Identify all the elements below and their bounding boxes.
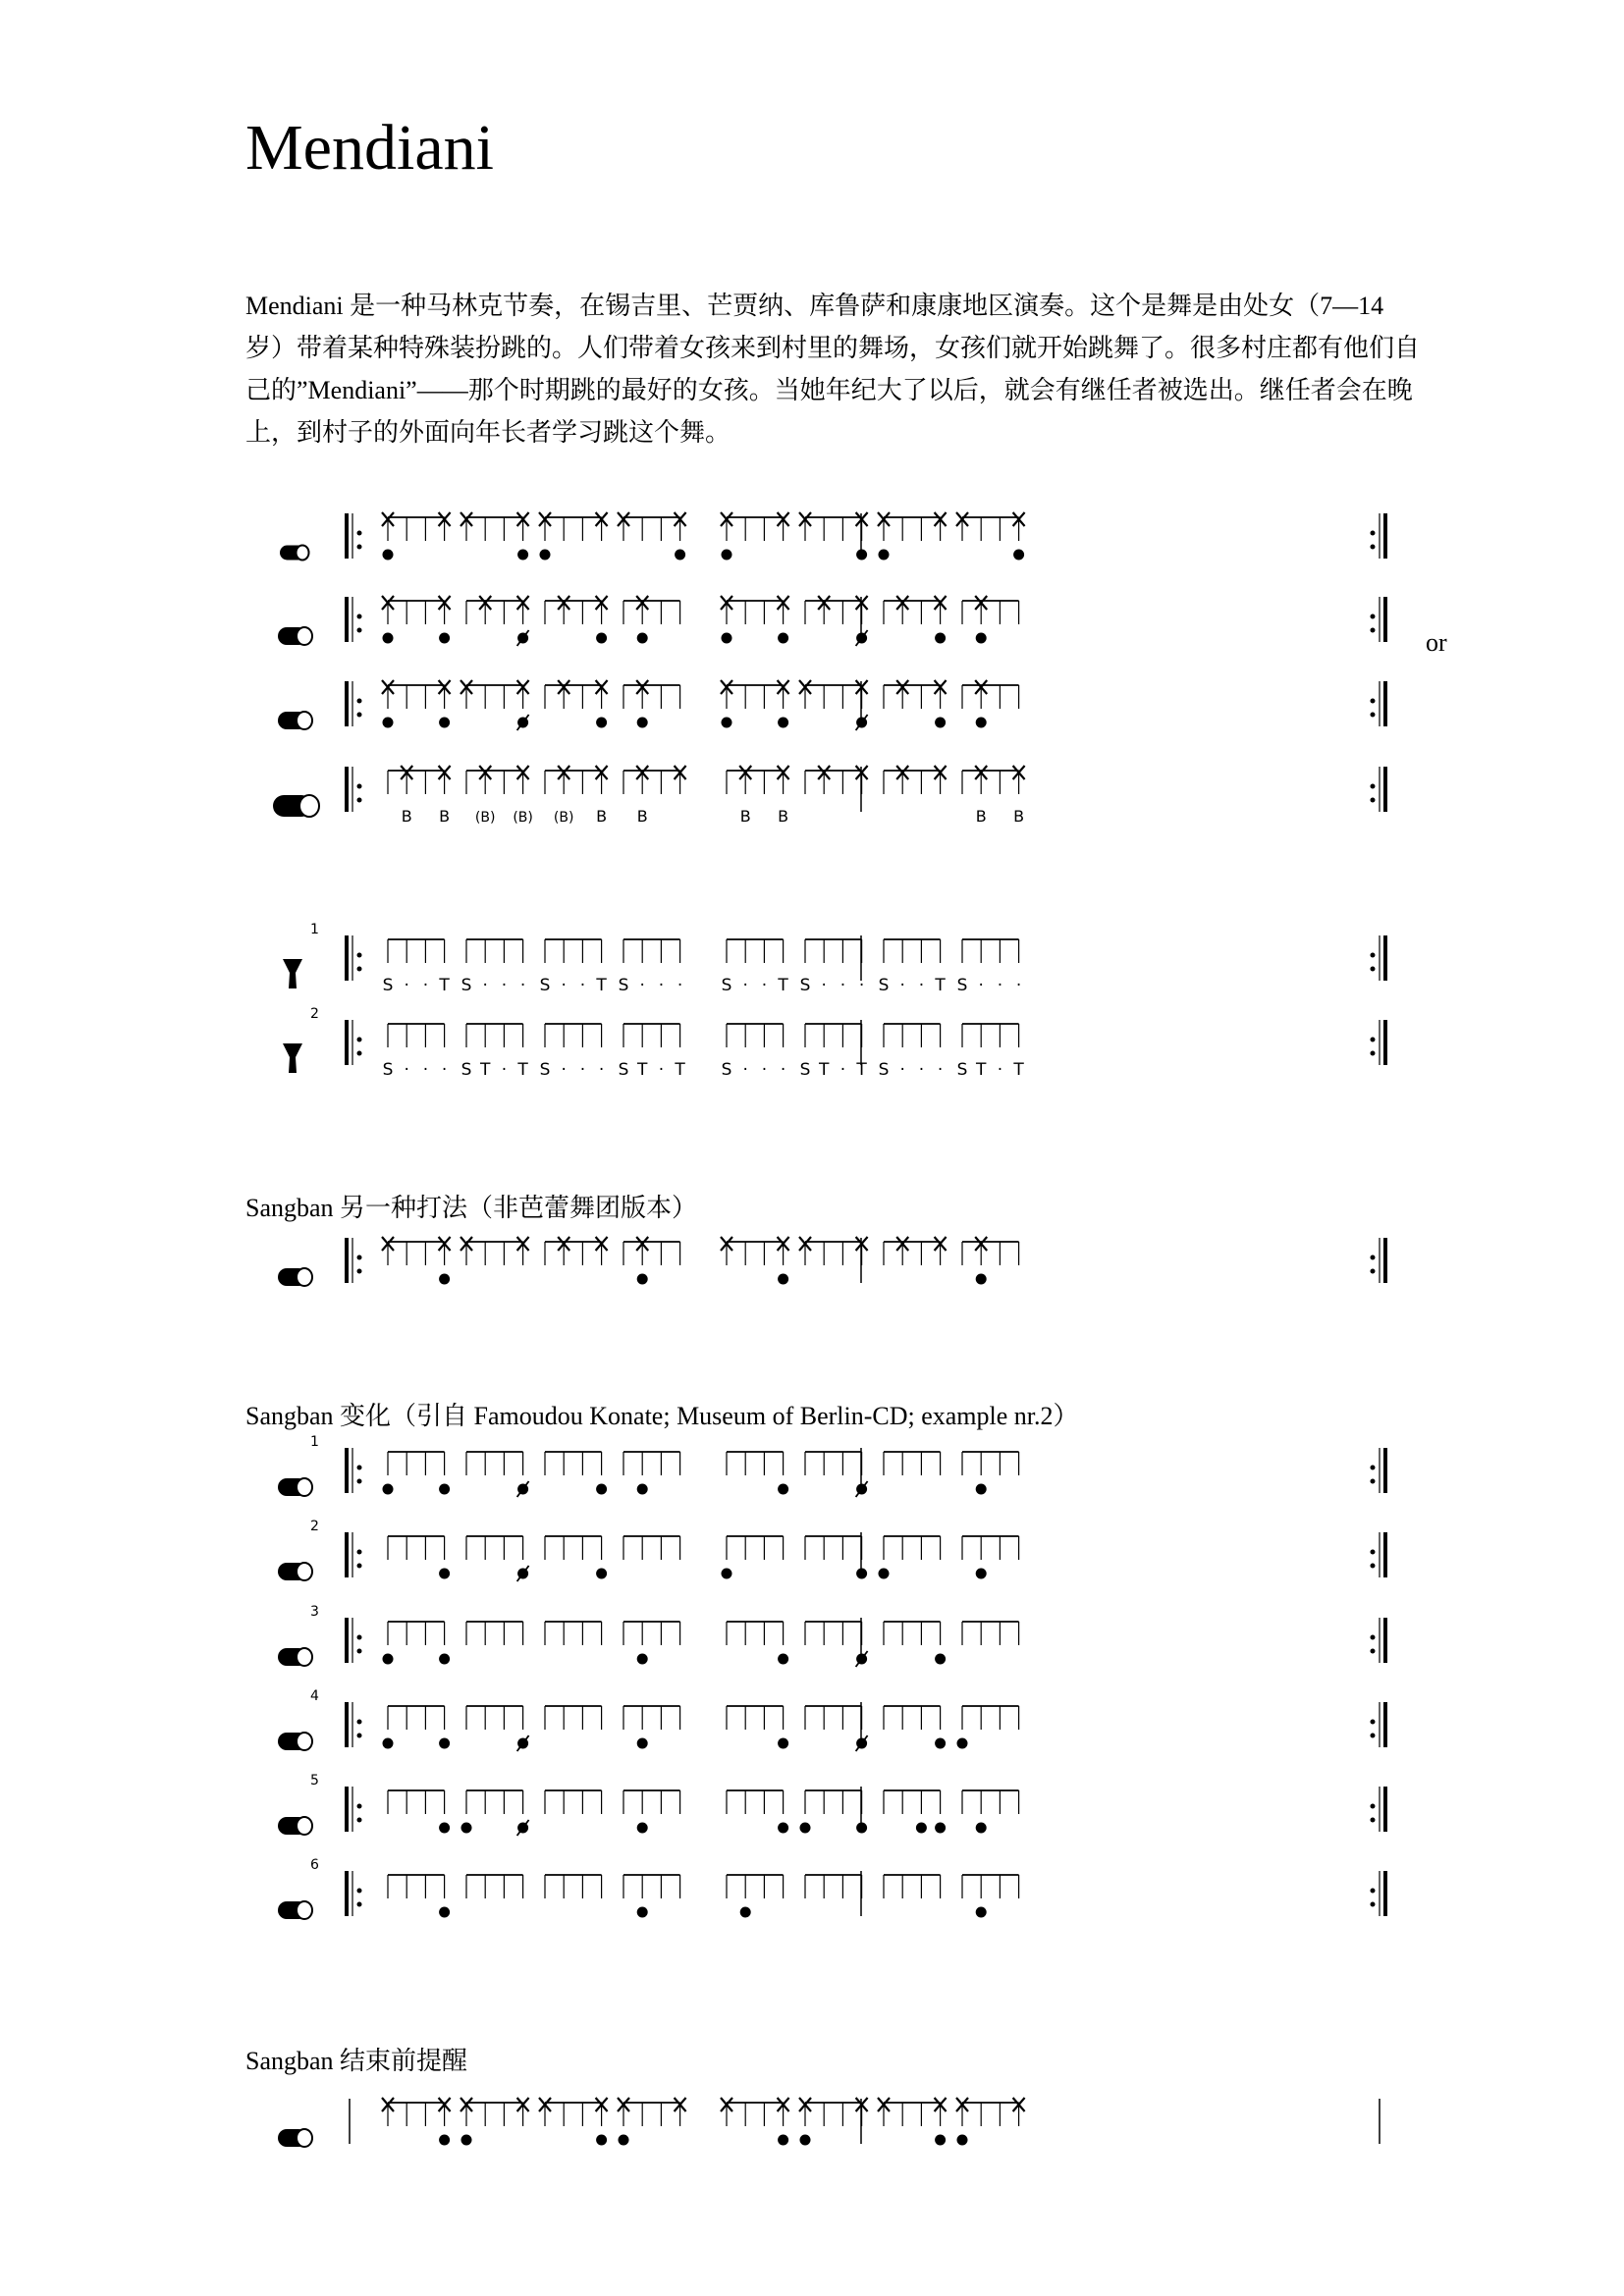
stroke-letter: S [618,976,629,995]
drumhead-icon [297,1478,312,1496]
repeat-dot [1371,1902,1376,1907]
repeat-end-bar [1383,767,1387,812]
open-stroke [856,1823,867,1834]
stroke-letter: B [596,807,608,826]
repeat-end-bar [1383,1618,1387,1663]
page-title: Mendiani [245,112,494,184]
repeat-start-bar [345,1238,349,1283]
repeat-dot [1371,1051,1376,1056]
stroke-letter: T [935,976,946,995]
open-stroke [916,1823,927,1834]
open-stroke [935,1654,946,1665]
repeat-dot [357,1466,362,1470]
stroke-letter: S [878,1060,890,1080]
stroke-letter: · [422,1060,429,1080]
open-stroke [935,633,946,644]
repeat-dot [1371,1550,1376,1555]
repeat-dot [1371,1038,1376,1042]
open-stroke [856,1569,867,1579]
stroke-letter: · [658,1060,665,1080]
stroke-letter: B [439,807,451,826]
stroke-letter: · [579,976,586,995]
open-stroke [976,1907,987,1918]
repeat-dot [1371,545,1376,550]
repeat-dot [357,699,362,704]
repeat-end-bar [1383,1702,1387,1747]
repeat-end-bar [1383,1448,1387,1493]
staff-number: 1 [310,922,319,937]
repeat-dot [1371,967,1376,972]
staff-number: 5 [310,1773,319,1789]
open-stroke [722,1569,732,1579]
stroke-letter: T [596,976,607,995]
djembe-icon [283,1043,302,1073]
stroke-letter: T [976,1060,987,1080]
stroke-letter: · [561,976,567,995]
stroke-letter: T [439,976,450,995]
repeat-dot [357,784,362,789]
stroke-letter: S [382,976,394,995]
section-heading-sangban-ending: Sangban 结束前提醒 [245,2047,468,2075]
stroke-letter: T [517,1060,528,1080]
stroke-letter: · [780,1060,786,1080]
repeat-end-bar [1383,1020,1387,1065]
drumhead-icon [297,1648,312,1666]
stroke-letter: · [677,976,683,995]
repeat-dot [357,1734,362,1738]
djembe-icon [283,959,302,988]
staff-number: 3 [310,1604,319,1620]
stroke-letter: · [501,1060,508,1080]
open-stroke [596,2135,607,2146]
drumhead-icon [297,546,309,561]
open-stroke [596,1484,607,1495]
repeat-dot [1371,1818,1376,1823]
stroke-letter: S [956,1060,968,1080]
repeat-dot [357,798,362,803]
repeat-dot [1371,1269,1376,1274]
stroke-letter: (B) [474,810,496,826]
drumhead-icon [297,1733,312,1750]
repeat-start-bar [345,1448,349,1493]
stroke-letter: S [799,976,811,995]
stroke-letter: (B) [513,810,533,826]
open-stroke [596,633,607,644]
open-stroke [439,1907,450,1918]
or-label: or [1426,628,1447,657]
stroke-letter: · [918,976,925,995]
repeat-start-bar [345,767,349,812]
repeat-dot [357,628,362,633]
repeat-dot [357,1051,362,1056]
repeat-end-bar [1383,1238,1387,1283]
drumhead-icon [297,1268,312,1286]
stroke-letter: · [639,976,645,995]
open-stroke [383,1484,394,1495]
stroke-letter: S [956,976,968,995]
open-stroke [439,1569,450,1579]
open-stroke [976,1484,987,1495]
open-stroke [935,718,946,728]
open-stroke [461,1823,472,1834]
stroke-letter: S [799,1060,811,1080]
repeat-start-bar [345,513,349,559]
repeat-dot [1371,1649,1376,1654]
repeat-end-bar [1383,1787,1387,1832]
open-stroke [957,2135,968,2146]
repeat-dot [1371,1720,1376,1725]
drumhead-icon [297,712,312,729]
open-stroke [637,633,648,644]
open-stroke [957,1738,968,1749]
repeat-dot [1371,628,1376,633]
repeat-dot [357,1269,362,1274]
stroke-letter: B [975,807,987,826]
repeat-end-bar [1383,935,1387,981]
open-stroke [778,1654,788,1665]
repeat-end-bar [1383,681,1387,726]
open-stroke [740,1907,751,1918]
open-stroke [439,1274,450,1285]
stroke-letter: S [460,976,472,995]
open-stroke [637,1654,648,1665]
stroke-letter: T [637,1060,648,1080]
repeat-dot [1371,1889,1376,1894]
open-stroke [596,718,607,728]
open-stroke [778,2135,788,2146]
stroke-letter: T [1013,1060,1024,1080]
repeat-dot [357,1635,362,1640]
stroke-letter: · [404,1060,409,1080]
repeat-start-bar [345,1702,349,1747]
repeat-dot [357,1720,362,1725]
open-stroke [800,1823,811,1834]
drumhead-icon [299,795,319,817]
repeat-dot [1371,1466,1376,1470]
staff-number: 2 [310,1519,319,1534]
stroke-letter: · [821,976,827,995]
open-stroke [800,2135,811,2146]
drumhead-icon [297,1563,312,1580]
drumhead-icon [297,1901,312,1919]
repeat-start-bar [345,1618,349,1663]
repeat-dot [357,531,362,536]
open-stroke [619,2135,629,2146]
repeat-start-bar [345,681,349,726]
stroke-letter: · [839,1060,846,1080]
open-stroke [778,1738,788,1749]
stroke-letter: · [561,1060,567,1080]
open-stroke [637,1823,648,1834]
repeat-dot [1371,953,1376,958]
repeat-dot [357,953,362,958]
open-stroke [856,550,867,561]
staff-number: 1 [310,1434,319,1450]
stroke-letter: · [598,1060,605,1080]
open-stroke [976,1274,987,1285]
open-stroke [976,1823,987,1834]
stroke-letter: S [382,1060,394,1080]
repeat-dot [1371,699,1376,704]
open-stroke [517,550,528,561]
stroke-letter: T [675,1060,685,1080]
open-stroke [722,718,732,728]
stroke-letter: S [721,1060,732,1080]
open-stroke [778,1274,788,1285]
stroke-letter: · [742,976,748,995]
open-stroke [1013,550,1024,561]
open-stroke [778,1484,788,1495]
open-stroke [976,718,987,728]
open-stroke [722,550,732,561]
stroke-letter: · [404,976,409,995]
stroke-letter: S [878,976,890,995]
staff-number: 2 [310,1006,319,1022]
open-stroke [935,1823,946,1834]
stroke-letter: T [480,1060,491,1080]
open-stroke [383,1654,394,1665]
open-stroke [675,550,685,561]
repeat-dot [1371,1804,1376,1809]
repeat-dot [357,967,362,972]
open-stroke [637,1907,648,1918]
open-stroke [596,1569,607,1579]
stroke-letter: S [539,976,551,995]
repeat-dot [1371,784,1376,789]
repeat-dot [357,1550,362,1555]
repeat-dot [357,1255,362,1260]
repeat-end-bar [1383,513,1387,559]
stroke-letter: T [778,976,788,995]
repeat-dot [357,1818,362,1823]
repeat-dot [1371,531,1376,536]
repeat-dot [1371,1734,1376,1738]
stroke-letter: · [899,1060,905,1080]
stroke-letter: B [401,807,412,826]
stroke-letter: · [482,976,488,995]
repeat-dot [357,1564,362,1569]
stroke-letter: · [501,976,508,995]
repeat-start-bar [345,1532,349,1577]
stroke-letter: · [761,1060,768,1080]
open-stroke [439,1823,450,1834]
stroke-letter: · [441,1060,448,1080]
stroke-letter: B [636,807,648,826]
stroke-letter: · [519,976,526,995]
staff-number: 4 [310,1688,319,1704]
stroke-letter: B [1013,807,1025,826]
repeat-dot [357,713,362,718]
open-stroke [935,1738,946,1749]
open-stroke [879,550,890,561]
staff-number: 6 [310,1857,319,1873]
repeat-dot [357,1889,362,1894]
stroke-letter: · [579,1060,586,1080]
repeat-dot [357,545,362,550]
open-stroke [383,718,394,728]
repeat-dot [357,1804,362,1809]
open-stroke [540,550,551,561]
open-stroke [439,1738,450,1749]
open-stroke [637,1274,648,1285]
repeat-dot [357,1479,362,1484]
drumhead-icon [297,2129,312,2147]
open-stroke [722,633,732,644]
open-stroke [778,718,788,728]
open-stroke [976,1569,987,1579]
open-stroke [935,2135,946,2146]
repeat-start-bar [345,935,349,981]
stroke-letter: S [721,976,732,995]
open-stroke [439,1484,450,1495]
stroke-letter: T [819,1060,830,1080]
repeat-dot [1371,713,1376,718]
drumhead-icon [297,627,312,645]
section-heading-sangban-variations: Sangban 变化（引自 Famoudou Konate; Museum of Berlin-CD; example nr.2） [245,1402,1079,1430]
open-stroke [637,1484,648,1495]
repeat-start-bar [345,1020,349,1065]
repeat-end-bar [1383,597,1387,642]
repeat-start-bar [345,1787,349,1832]
repeat-start-bar [345,1871,349,1916]
repeat-dot [1371,1564,1376,1569]
repeat-end-bar [1383,1871,1387,1916]
stroke-letter: S [539,1060,551,1080]
open-stroke [383,1738,394,1749]
repeat-dot [357,1649,362,1654]
open-stroke [778,1823,788,1834]
stroke-letter: · [918,1060,925,1080]
stroke-letter: (B) [553,810,574,826]
open-stroke [778,633,788,644]
stroke-letter: B [739,807,751,826]
repeat-dot [357,614,362,619]
open-stroke [383,550,394,561]
stroke-letter: · [858,976,865,995]
stroke-letter: · [422,976,429,995]
stroke-letter: S [460,1060,472,1080]
open-stroke [879,1569,890,1579]
stroke-letter: T [856,1060,867,1080]
repeat-end-bar [1383,1532,1387,1577]
repeat-dot [357,1038,362,1042]
section-heading-sangban-alt: Sangban 另一种打法（非芭蕾舞团版本） [245,1194,698,1222]
open-stroke [439,633,450,644]
stroke-letter: · [742,1060,748,1080]
open-stroke [439,2135,450,2146]
drumhead-icon [297,1817,312,1835]
open-stroke [461,2135,472,2146]
repeat-dot [1371,1479,1376,1484]
repeat-dot [357,1902,362,1907]
stroke-letter: · [978,976,984,995]
intro-paragraph: Mendiani 是一种马林克节奏，在锡吉里、芒贾纳、库鲁萨和康康地区演奏。这个是舞是由处女（7—14 岁）带着某种特殊装扮跳的。人们带着女孩来到村里的舞场，女孩们就开始跳舞了。很多村庄都有他们自己的”Mendiani”——那个时期跳的最好的女孩。当她年纪大了以后，就会有继任者被选出。继任者会在晚上，到村子的外面向年长者学习跳这个舞。 [245,292,1421,447]
stroke-letter: B [778,807,789,826]
repeat-dot [1371,1635,1376,1640]
stroke-letter: · [997,1060,1003,1080]
stroke-letter: · [997,976,1003,995]
stroke-letter: · [899,976,905,995]
stroke-letter: · [1015,976,1022,995]
open-stroke [637,1738,648,1749]
open-stroke [976,633,987,644]
open-stroke [383,633,394,644]
open-stroke [637,718,648,728]
stroke-letter: · [658,976,665,995]
open-stroke [439,1654,450,1665]
repeat-dot [1371,614,1376,619]
stroke-letter: S [618,1060,629,1080]
repeat-start-bar [345,597,349,642]
stroke-letter: · [839,976,846,995]
stroke-letter: · [761,976,768,995]
open-stroke [439,718,450,728]
stroke-letter: · [937,1060,944,1080]
repeat-dot [1371,1255,1376,1260]
repeat-dot [1371,798,1376,803]
